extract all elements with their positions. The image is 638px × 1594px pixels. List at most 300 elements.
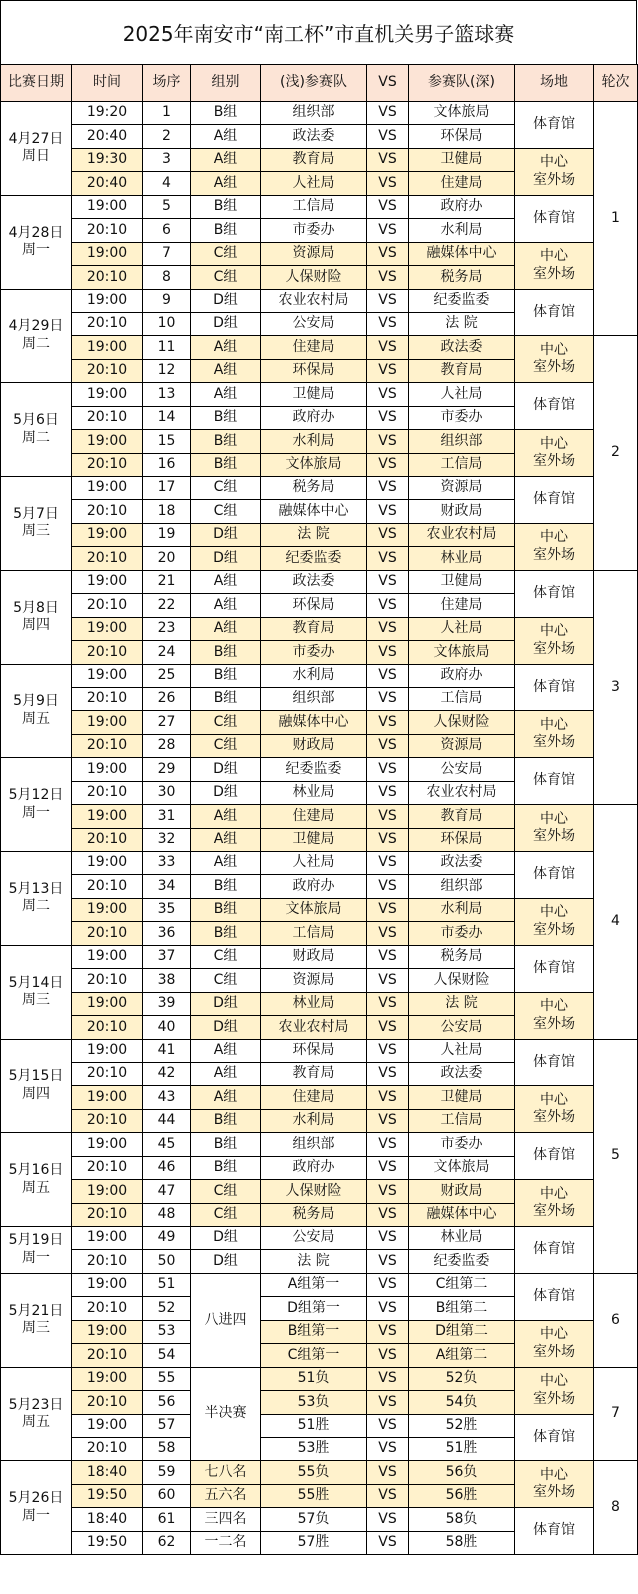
away-team-cell: 环保局: [409, 828, 515, 851]
venue-cell: 中心 室外场: [515, 336, 594, 383]
time-cell: 20:10: [72, 547, 143, 570]
time-cell: 19:00: [72, 1367, 143, 1390]
away-team-cell: 51胜: [409, 1437, 515, 1460]
match-no-cell: 1: [143, 102, 191, 125]
group-cell: B组: [191, 1109, 261, 1132]
away-team-cell: 公安局: [409, 758, 515, 781]
venue-cell: 中心 室外场: [515, 430, 594, 477]
home-team-cell: 公安局: [261, 312, 367, 335]
away-team-cell: 公安局: [409, 1016, 515, 1039]
vs-cell: VS: [367, 148, 409, 171]
vs-cell: VS: [367, 1484, 409, 1507]
vs-cell: VS: [367, 477, 409, 500]
header-date: 比赛日期: [1, 65, 72, 102]
match-no-cell: 28: [143, 734, 191, 757]
venue-cell: 中心 室外场: [515, 1367, 594, 1414]
time-cell: 20:40: [72, 125, 143, 148]
header-group: 组别: [191, 65, 261, 102]
away-team-cell: 52胜: [409, 1414, 515, 1437]
group-cell: C组: [191, 266, 261, 289]
vs-cell: VS: [367, 219, 409, 242]
home-team-cell: 法 院: [261, 1250, 367, 1273]
group-cell: B组: [191, 875, 261, 898]
group-cell: A组: [191, 336, 261, 359]
home-team-cell: 纪委监委: [261, 758, 367, 781]
match-no-cell: 15: [143, 430, 191, 453]
home-team-cell: 教育局: [261, 617, 367, 640]
time-cell: 20:10: [72, 969, 143, 992]
match-no-cell: 2: [143, 125, 191, 148]
time-cell: 20:10: [72, 781, 143, 804]
match-no-cell: 36: [143, 922, 191, 945]
home-team-cell: 55负: [261, 1461, 367, 1484]
away-team-cell: 法 院: [409, 992, 515, 1015]
header-match-no: 场序: [143, 65, 191, 102]
time-cell: 20:10: [72, 453, 143, 476]
header-row: [1, 65, 638, 102]
vs-cell: VS: [367, 992, 409, 1015]
away-team-cell: 文体旅局: [409, 102, 515, 125]
group-cell: B组: [191, 641, 261, 664]
venue-cell: 中心 室外场: [515, 992, 594, 1039]
group-cell: B组: [191, 453, 261, 476]
time-cell: 20:10: [72, 875, 143, 898]
away-team-cell: 56负: [409, 1461, 515, 1484]
group-cell: D组: [191, 312, 261, 335]
vs-cell: VS: [367, 594, 409, 617]
table-row: [1, 617, 638, 640]
vs-cell: VS: [367, 898, 409, 921]
away-team-cell: 住建局: [409, 594, 515, 617]
time-cell: 19:00: [72, 1086, 143, 1109]
home-team-cell: 卫健局: [261, 828, 367, 851]
home-team-cell: 人社局: [261, 852, 367, 875]
header-home-team: (浅)参赛队: [261, 65, 367, 102]
date-cell: 5月8日 周四: [1, 570, 72, 664]
time-cell: 19:00: [72, 664, 143, 687]
time-cell: 20:10: [72, 359, 143, 382]
vs-cell: VS: [367, 242, 409, 265]
group-cell: D组: [191, 1227, 261, 1250]
round-cell: 6: [594, 1273, 638, 1367]
group-cell: A组: [191, 359, 261, 382]
group-cell: C组: [191, 1203, 261, 1226]
match-no-cell: 17: [143, 477, 191, 500]
match-no-cell: 38: [143, 969, 191, 992]
vs-cell: VS: [367, 289, 409, 312]
date-cell: 5月6日 周二: [1, 383, 72, 477]
header-round: 轮次: [594, 65, 638, 102]
away-team-cell: 工信局: [409, 1109, 515, 1132]
home-team-cell: C组第一: [261, 1344, 367, 1367]
vs-cell: VS: [367, 687, 409, 710]
away-team-cell: 58胜: [409, 1531, 515, 1554]
time-cell: 19:50: [72, 1484, 143, 1507]
round-cell: 4: [594, 805, 638, 1039]
match-no-cell: 24: [143, 641, 191, 664]
home-team-cell: 公安局: [261, 1227, 367, 1250]
away-team-cell: 政法委: [409, 1062, 515, 1085]
match-no-cell: 26: [143, 687, 191, 710]
home-team-cell: 住建局: [261, 1086, 367, 1109]
match-no-cell: 19: [143, 523, 191, 546]
home-team-cell: 人保财险: [261, 266, 367, 289]
away-team-cell: 财政局: [409, 500, 515, 523]
time-cell: 20:40: [72, 172, 143, 195]
group-cell: 五六名: [191, 1484, 261, 1507]
match-no-cell: 11: [143, 336, 191, 359]
vs-cell: VS: [367, 758, 409, 781]
vs-cell: VS: [367, 828, 409, 851]
away-team-cell: 资源局: [409, 477, 515, 500]
match-no-cell: 32: [143, 828, 191, 851]
group-cell: B组: [191, 687, 261, 710]
table-row: [1, 1086, 638, 1109]
match-no-cell: 6: [143, 219, 191, 242]
venue-cell: 体育馆: [515, 195, 594, 242]
match-no-cell: 57: [143, 1414, 191, 1437]
away-team-cell: 54负: [409, 1391, 515, 1414]
home-team-cell: 法 院: [261, 523, 367, 546]
group-cell: B组: [191, 102, 261, 125]
vs-cell: VS: [367, 805, 409, 828]
away-team-cell: 农业农村局: [409, 781, 515, 804]
home-team-cell: 人保财险: [261, 1180, 367, 1203]
away-team-cell: 环保局: [409, 125, 515, 148]
group-cell: D组: [191, 523, 261, 546]
home-team-cell: 林业局: [261, 781, 367, 804]
group-cell: B组: [191, 430, 261, 453]
time-cell: 19:00: [72, 289, 143, 312]
home-team-cell: 水利局: [261, 430, 367, 453]
away-team-cell: 纪委监委: [409, 289, 515, 312]
match-no-cell: 62: [143, 1531, 191, 1554]
group-cell: B组: [191, 1133, 261, 1156]
vs-cell: VS: [367, 1109, 409, 1132]
header-away-team: 参赛队(深): [409, 65, 515, 102]
group-cell: B组: [191, 195, 261, 218]
away-team-cell: 教育局: [409, 805, 515, 828]
group-cell: B组: [191, 664, 261, 687]
time-cell: 19:00: [72, 992, 143, 1015]
away-team-cell: 教育局: [409, 359, 515, 382]
table-row: [1, 898, 638, 921]
vs-cell: VS: [367, 570, 409, 593]
date-cell: 5月13日 周二: [1, 852, 72, 946]
vs-cell: VS: [367, 453, 409, 476]
venue-cell: 中心 室外场: [515, 1461, 594, 1508]
group-cell: D组: [191, 289, 261, 312]
round-cell: 8: [594, 1461, 638, 1555]
venue-cell: 中心 室外场: [515, 617, 594, 664]
table-row: [1, 758, 638, 781]
venue-cell: 体育馆: [515, 1414, 594, 1461]
home-team-cell: 卫健局: [261, 383, 367, 406]
header-vs: VS: [367, 65, 409, 102]
home-team-cell: 工信局: [261, 195, 367, 218]
vs-cell: VS: [367, 1461, 409, 1484]
away-team-cell: 住建局: [409, 172, 515, 195]
vs-cell: VS: [367, 1297, 409, 1320]
table-row: [1, 992, 638, 1015]
date-cell: 5月9日 周五: [1, 664, 72, 758]
table-row: [1, 1180, 638, 1203]
away-team-cell: 融媒体中心: [409, 1203, 515, 1226]
match-no-cell: 40: [143, 1016, 191, 1039]
home-team-cell: 55胜: [261, 1484, 367, 1507]
match-no-cell: 30: [143, 781, 191, 804]
home-team-cell: 税务局: [261, 1203, 367, 1226]
time-cell: 20:10: [72, 1250, 143, 1273]
vs-cell: VS: [367, 1344, 409, 1367]
home-team-cell: 政府办: [261, 406, 367, 429]
match-no-cell: 60: [143, 1484, 191, 1507]
match-no-cell: 34: [143, 875, 191, 898]
group-cell: 七八名: [191, 1461, 261, 1484]
time-cell: 20:10: [72, 1344, 143, 1367]
round-cell: 1: [594, 102, 638, 336]
match-no-cell: 51: [143, 1273, 191, 1296]
table-row: [1, 1320, 638, 1343]
time-cell: 19:00: [72, 898, 143, 921]
home-team-cell: A组第一: [261, 1273, 367, 1296]
vs-cell: VS: [367, 1414, 409, 1437]
page-title: 2025年南安市“南工杯”市直机关男子篮球赛: [0, 0, 637, 64]
home-team-cell: 资源局: [261, 969, 367, 992]
vs-cell: VS: [367, 945, 409, 968]
home-team-cell: 51胜: [261, 1414, 367, 1437]
time-cell: 19:30: [72, 148, 143, 171]
vs-cell: VS: [367, 359, 409, 382]
venue-cell: 体育馆: [515, 570, 594, 617]
vs-cell: VS: [367, 336, 409, 359]
away-team-cell: B组第二: [409, 1297, 515, 1320]
home-team-cell: 政法委: [261, 125, 367, 148]
home-team-cell: D组第一: [261, 1297, 367, 1320]
group-cell: 八进四: [191, 1273, 261, 1367]
group-cell: D组: [191, 992, 261, 1015]
vs-cell: VS: [367, 195, 409, 218]
match-no-cell: 20: [143, 547, 191, 570]
home-team-cell: B组第一: [261, 1320, 367, 1343]
vs-cell: VS: [367, 547, 409, 570]
venue-cell: 体育馆: [515, 945, 594, 992]
round-cell: 2: [594, 336, 638, 570]
vs-cell: VS: [367, 406, 409, 429]
table-row: [1, 1039, 638, 1062]
group-cell: C组: [191, 945, 261, 968]
schedule-table: [0, 64, 638, 1555]
away-team-cell: 农业农村局: [409, 523, 515, 546]
away-team-cell: 林业局: [409, 1227, 515, 1250]
vs-cell: VS: [367, 1508, 409, 1531]
time-cell: 20:10: [72, 1203, 143, 1226]
time-cell: 20:10: [72, 219, 143, 242]
header-time: 时间: [72, 65, 143, 102]
group-cell: A组: [191, 570, 261, 593]
match-no-cell: 37: [143, 945, 191, 968]
away-team-cell: 纪委监委: [409, 1250, 515, 1273]
away-team-cell: 市委办: [409, 922, 515, 945]
home-team-cell: 51负: [261, 1367, 367, 1390]
home-team-cell: 农业农村局: [261, 1016, 367, 1039]
time-cell: 19:00: [72, 711, 143, 734]
match-no-cell: 61: [143, 1508, 191, 1531]
date-cell: 5月15日 周四: [1, 1039, 72, 1133]
away-team-cell: 文体旅局: [409, 1156, 515, 1179]
match-no-cell: 44: [143, 1109, 191, 1132]
time-cell: 18:40: [72, 1461, 143, 1484]
vs-cell: VS: [367, 922, 409, 945]
vs-cell: VS: [367, 1437, 409, 1460]
date-cell: 5月26日 周一: [1, 1461, 72, 1555]
group-cell: A组: [191, 1086, 261, 1109]
group-cell: C组: [191, 734, 261, 757]
vs-cell: VS: [367, 617, 409, 640]
time-cell: 19:00: [72, 758, 143, 781]
date-cell: 4月27日 周日: [1, 102, 72, 196]
round-cell: 3: [594, 570, 638, 804]
round-cell: 5: [594, 1039, 638, 1273]
group-cell: A组: [191, 172, 261, 195]
table-row: [1, 430, 638, 453]
match-no-cell: 42: [143, 1062, 191, 1085]
home-team-cell: 组织部: [261, 687, 367, 710]
date-cell: 5月16日 周五: [1, 1133, 72, 1227]
group-cell: A组: [191, 805, 261, 828]
away-team-cell: 财政局: [409, 1180, 515, 1203]
away-team-cell: 人社局: [409, 1039, 515, 1062]
vs-cell: VS: [367, 641, 409, 664]
table-row: [1, 805, 638, 828]
date-cell: 5月14日 周三: [1, 945, 72, 1039]
date-cell: 5月12日 周一: [1, 758, 72, 852]
group-cell: 一二名: [191, 1531, 261, 1554]
away-team-cell: 市委办: [409, 406, 515, 429]
table-row: [1, 242, 638, 265]
venue-cell: 中心 室外场: [515, 1086, 594, 1133]
date-cell: 5月23日 周五: [1, 1367, 72, 1461]
time-cell: 18:40: [72, 1508, 143, 1531]
away-team-cell: 工信局: [409, 453, 515, 476]
away-team-cell: 政府办: [409, 195, 515, 218]
match-no-cell: 21: [143, 570, 191, 593]
group-cell: A组: [191, 1062, 261, 1085]
vs-cell: VS: [367, 1367, 409, 1390]
time-cell: 19:20: [72, 102, 143, 125]
venue-cell: 体育馆: [515, 102, 594, 149]
group-cell: A组: [191, 148, 261, 171]
match-no-cell: 53: [143, 1320, 191, 1343]
time-cell: 20:10: [72, 1156, 143, 1179]
group-cell: D组: [191, 547, 261, 570]
time-cell: 19:00: [72, 242, 143, 265]
home-team-cell: 57胜: [261, 1531, 367, 1554]
match-no-cell: 13: [143, 383, 191, 406]
match-no-cell: 33: [143, 852, 191, 875]
away-team-cell: 56胜: [409, 1484, 515, 1507]
date-cell: 5月7日 周三: [1, 477, 72, 571]
time-cell: 20:10: [72, 1297, 143, 1320]
match-no-cell: 29: [143, 758, 191, 781]
home-team-cell: 53胜: [261, 1437, 367, 1460]
date-cell: 5月19日 周一: [1, 1227, 72, 1274]
match-no-cell: 4: [143, 172, 191, 195]
away-team-cell: 资源局: [409, 734, 515, 757]
time-cell: 20:10: [72, 687, 143, 710]
venue-cell: 体育馆: [515, 852, 594, 899]
time-cell: 19:00: [72, 1133, 143, 1156]
away-team-cell: 融媒体中心: [409, 242, 515, 265]
time-cell: 19:00: [72, 195, 143, 218]
away-team-cell: 人社局: [409, 617, 515, 640]
time-cell: 19:00: [72, 617, 143, 640]
match-no-cell: 55: [143, 1367, 191, 1390]
vs-cell: VS: [367, 1086, 409, 1109]
home-team-cell: 纪委监委: [261, 547, 367, 570]
home-team-cell: 教育局: [261, 148, 367, 171]
home-team-cell: 融媒体中心: [261, 500, 367, 523]
date-cell: 4月28日 周一: [1, 195, 72, 289]
away-team-cell: 市委办: [409, 1133, 515, 1156]
away-team-cell: A组第二: [409, 1344, 515, 1367]
vs-cell: VS: [367, 125, 409, 148]
away-team-cell: 政法委: [409, 852, 515, 875]
vs-cell: VS: [367, 1203, 409, 1226]
away-team-cell: 林业局: [409, 547, 515, 570]
home-team-cell: 教育局: [261, 1062, 367, 1085]
time-cell: 19:00: [72, 1320, 143, 1343]
match-no-cell: 52: [143, 1297, 191, 1320]
away-team-cell: C组第二: [409, 1273, 515, 1296]
away-team-cell: 水利局: [409, 219, 515, 242]
home-team-cell: 农业农村局: [261, 289, 367, 312]
vs-cell: VS: [367, 430, 409, 453]
away-team-cell: 法 院: [409, 312, 515, 335]
venue-cell: 中心 室外场: [515, 711, 594, 758]
table-row: [1, 148, 638, 171]
group-cell: B组: [191, 219, 261, 242]
group-cell: A组: [191, 852, 261, 875]
away-team-cell: 58负: [409, 1508, 515, 1531]
match-no-cell: 25: [143, 664, 191, 687]
time-cell: 19:00: [72, 1180, 143, 1203]
venue-cell: 中心 室外场: [515, 805, 594, 852]
vs-cell: VS: [367, 523, 409, 546]
venue-cell: 体育馆: [515, 1039, 594, 1086]
venue-cell: 中心 室外场: [515, 148, 594, 195]
vs-cell: VS: [367, 1227, 409, 1250]
away-team-cell: 52负: [409, 1367, 515, 1390]
venue-cell: 体育馆: [515, 1133, 594, 1180]
match-no-cell: 46: [143, 1156, 191, 1179]
away-team-cell: 税务局: [409, 945, 515, 968]
venue-cell: 中心 室外场: [515, 1320, 594, 1367]
home-team-cell: 工信局: [261, 922, 367, 945]
time-cell: 20:10: [72, 500, 143, 523]
table-row: [1, 1133, 638, 1156]
time-cell: 19:00: [72, 523, 143, 546]
round-cell: 7: [594, 1367, 638, 1461]
group-cell: D组: [191, 1016, 261, 1039]
vs-cell: VS: [367, 852, 409, 875]
match-no-cell: 3: [143, 148, 191, 171]
match-no-cell: 35: [143, 898, 191, 921]
match-no-cell: 45: [143, 1133, 191, 1156]
time-cell: 19:00: [72, 477, 143, 500]
away-team-cell: 政法委: [409, 336, 515, 359]
vs-cell: VS: [367, 664, 409, 687]
